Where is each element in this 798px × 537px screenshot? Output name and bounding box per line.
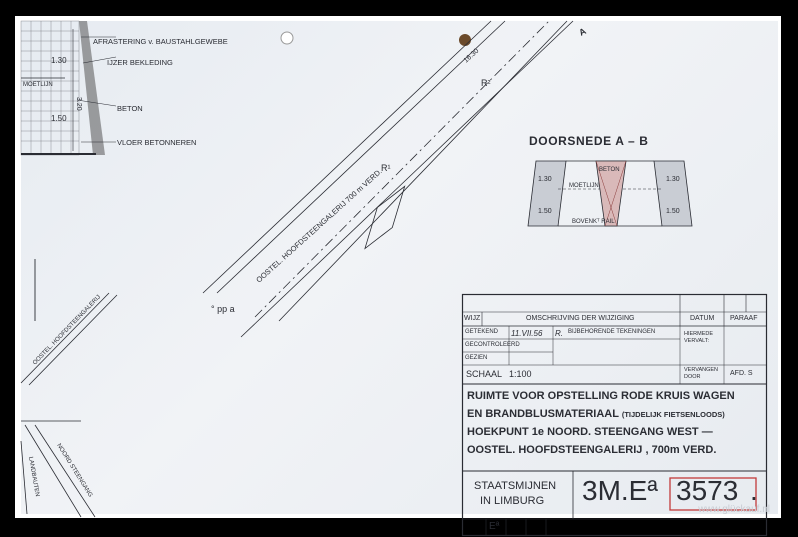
gecontroleerd-label: GECONTROLEERD [465, 342, 520, 348]
getekend-signature: R. [555, 329, 563, 338]
rev-col-datum: DATUM [690, 315, 715, 322]
section-dim-2: 1.50 [538, 208, 552, 215]
section-marker: A [577, 25, 588, 38]
detail-dim-3: 1.50 [51, 114, 67, 123]
drawing-number-prefix: 3M.Eª [582, 475, 658, 506]
getekend-date: 11.VII.56 [511, 329, 543, 338]
gezien-label: GEZIEN [465, 355, 488, 361]
detail-label-moetlijn: MOETLIJN [23, 82, 53, 88]
section-label-beton: BETON [599, 167, 620, 173]
vervangen-label: VERVANGEN DOOR [684, 367, 719, 380]
title-line-4: OOSTEL. HOOFDSTEENGALERIJ , 700m VERD. [467, 444, 717, 456]
section-title: DOORSNEDE A – B [529, 134, 649, 148]
point-label: ° pp a [211, 304, 235, 314]
rev-col-wijz: WIJZ [464, 315, 481, 322]
afd-label: AFD. S [730, 370, 753, 377]
section-dim-1: 1.30 [538, 176, 552, 183]
title-line-2 [467, 408, 725, 420]
detail-label-ijzer: IJZER BEKLEDING [107, 58, 173, 67]
title-line-3: HOEKPUNT 1e NOORD. STEENGANG WEST — [467, 426, 713, 438]
section-label-moetlijn: MOETLIJN [569, 183, 599, 189]
watermark: www.glückauf.nl [698, 504, 770, 515]
bijbehorende-label: BIJBEHORENDE TEKENINGEN [568, 329, 656, 335]
detail-label-beton: BETON [117, 104, 143, 113]
company-name-1: STAATSMIJNEN [474, 480, 557, 492]
gallery-label: OOSTEL. HOOFDSTEENGALERIJ 700 m VERD. [254, 166, 384, 285]
punch-hole [281, 32, 293, 44]
title-line-1: RUIMTE VOOR OPSTELLING RODE KRUIS WAGEN [467, 390, 735, 402]
detail-dim-2: 3.20 [75, 97, 82, 111]
detail-label-afrastering: AFRASTERING v. BAUSTAHLGEWEBE [93, 37, 228, 46]
drawing-number-sub: Eª [489, 521, 500, 532]
schaal-label: SCHAAL [466, 369, 503, 379]
title-block [462, 294, 768, 537]
title-line-2-small: (TIJDELIJK FIETSENLOODS) [621, 410, 725, 419]
schaal-value: 1:100 [509, 369, 532, 379]
title-line-2-main: EN BRANDBLUSMATERIAAL [467, 408, 619, 420]
gallery-lines [203, 21, 573, 337]
small-gallery-label: OOSTEL. HOOFDSTEENGALERIJ [32, 294, 102, 367]
section-dim-3: 1.30 [666, 176, 680, 183]
detail-dim-1: 1.30 [51, 56, 67, 65]
lamp-label: LANDBAUTEN [27, 456, 40, 498]
section-label-rail: BOVENKᵀ RAIL [572, 219, 615, 225]
hiermede-label: HIERMEDE VERVALT: [684, 331, 714, 344]
drawing-sheet [21, 21, 778, 532]
getekend-label: GETEKEND [465, 329, 499, 335]
rev-col-paraaf: PARAAF [730, 315, 758, 322]
detail-label-vloer: VLOER BETONNEREN [117, 138, 197, 147]
noord-label: NOORD STEENGANG [55, 442, 94, 499]
gallery-dim: 16.30 [462, 47, 481, 65]
section-dim-4: 1.50 [666, 208, 680, 215]
gallery-r1: R¹ [381, 163, 391, 173]
punch-hole [459, 34, 471, 46]
drawing-number: 3573 [676, 475, 739, 506]
drawing-number-suffix: . [750, 475, 758, 506]
rev-col-omschrijving: OMSCHRIJVING DER WIJZIGING [526, 315, 635, 322]
gallery-r2: R² [481, 78, 491, 88]
company-name-2: IN LIMBURG [480, 495, 545, 507]
